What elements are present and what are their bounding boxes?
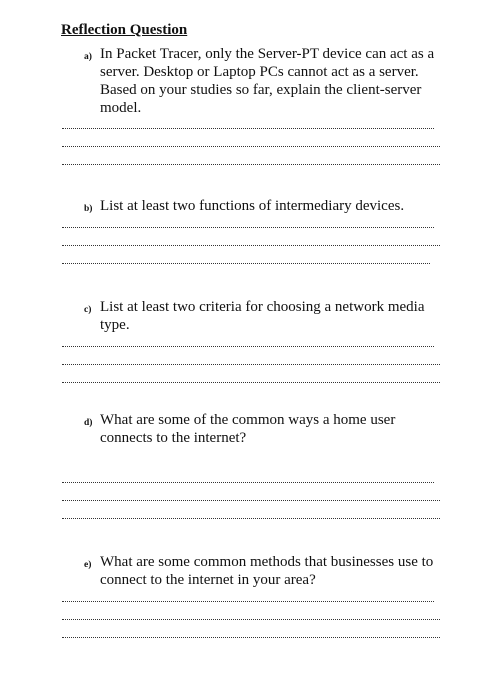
question-text-line: List at least two criteria for choosing a network media (100, 299, 425, 315)
question-marker: c) (84, 305, 92, 315)
question-text-line: List at least two functions of intermediary devices. (100, 198, 405, 214)
section-title: Reflection Question (61, 22, 188, 38)
answer-line[interactable] (62, 480, 434, 483)
answer-line[interactable] (62, 225, 434, 228)
question-text-line: model. (100, 100, 142, 116)
answer-line[interactable] (62, 126, 434, 129)
answer-line[interactable] (62, 162, 440, 165)
question-text-line: connects to the internet? (100, 430, 247, 446)
answer-line[interactable] (62, 635, 440, 638)
answer-line[interactable] (62, 261, 430, 264)
question-text-line: connect to the internet in your area? (100, 572, 316, 588)
question-marker: b) (84, 204, 93, 214)
question-marker: d) (84, 418, 93, 428)
answer-line[interactable] (62, 344, 434, 347)
question-marker: e) (84, 560, 92, 570)
question-text-line: server. Desktop or Laptop PCs cannot act as a server. (100, 64, 419, 80)
question-text-line: In Packet Tracer, only the Server-PT device can act as a (100, 46, 435, 62)
answer-line[interactable] (62, 599, 434, 602)
answer-line[interactable] (62, 144, 440, 147)
answer-line[interactable] (62, 362, 440, 365)
question-text-line: Based on your studies so far, explain the client-server (100, 82, 422, 98)
answer-line[interactable] (62, 617, 440, 620)
answer-line[interactable] (62, 243, 440, 246)
question-marker: a) (84, 52, 92, 62)
question-text-line: What are some common methods that businesses use to (100, 554, 434, 570)
question-text-line: type. (100, 317, 130, 333)
question-text-line: What are some of the common ways a home user (100, 412, 396, 428)
answer-line[interactable] (62, 498, 440, 501)
answer-line[interactable] (62, 516, 440, 519)
answer-line[interactable] (62, 380, 440, 383)
